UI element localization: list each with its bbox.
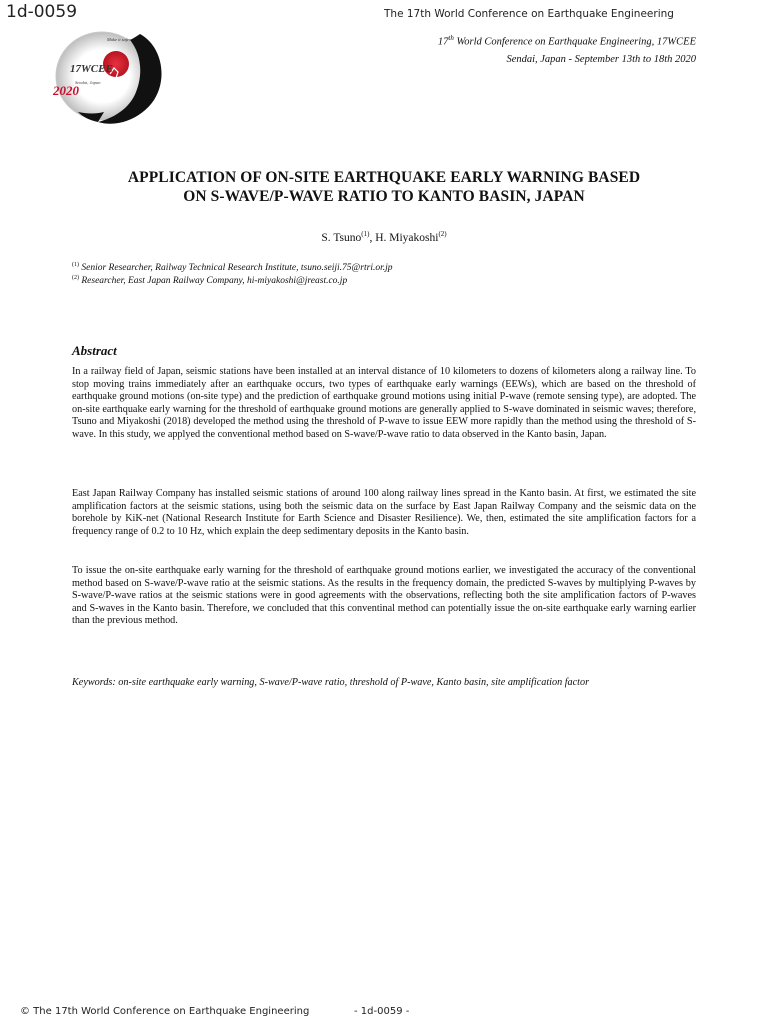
- affiliation-1-sup: (1): [72, 262, 79, 268]
- affiliation-2: [72, 275, 347, 286]
- logo-name: 17WCEE: [70, 63, 113, 75]
- authors: [0, 230, 768, 244]
- paper-id-top: 1d-0059: [6, 2, 78, 22]
- paper-title-line1: APPLICATION OF ON-SITE EARTHQUAKE EARLY WARNING BASED: [127, 169, 641, 186]
- author-1-name: S. Tsuno: [321, 231, 362, 244]
- header-line1-sup: th: [448, 34, 454, 42]
- abstract-heading: Abstract: [72, 343, 117, 358]
- paper-title-line2: ON S-WAVE/P-WAVE RATIO TO KANTO BASIN, JAPAN: [183, 188, 585, 205]
- header-location-dates: Sendai, Japan - September 13th to 18th 2020: [506, 54, 696, 65]
- header-conference: The 17th World Conference on Earthquake Engineering: [384, 8, 674, 20]
- author-1-sup: (1): [361, 230, 370, 238]
- affiliation-2-sup: (2): [72, 275, 79, 281]
- header-line1-pre: 17: [437, 36, 449, 48]
- header-line1-post: World Conference on Earthquake Engineering, 17WCEE: [453, 36, 696, 48]
- author-2-sup: (2): [438, 230, 447, 238]
- conference-logo: [44, 26, 168, 130]
- abstract-paragraph-1: In a railway field of Japan, seismic stations have been installed at an interval distance of 10 kilometers to dozens of kilometers along a railway line. To stop moving trains immediately after an earthquake occurs, two types of earthquake early warnings (EEWs), which are based on the threshold of earthquake ground motions (on-site type) and the prediction of earthquake ground motions using initial P-wave (remote sensing type), are adopted. The on-site earthquake early warning for the threshold of earthquake ground motions are generally applied to S-wave dominated in seismic waves; therefore, Tsuno and Miyakoshi (2018) developed the method using the threshold of P-wave to issue EEW more rapidly than the method using the threshold of S-wave. In this study, we applyed the conventional method based on S-wave/P-wave ratio to data observed in the Kanto basin, Japan.: [72, 366, 696, 440]
- paper-title: [60, 168, 708, 206]
- keywords: Keywords: on-site earthquake early warning, S-wave/P-wave ratio, threshold of P-wave, Kanto basin, site amplification factor: [72, 677, 590, 688]
- header-conference-full: [438, 34, 696, 48]
- abstract-paragraph-2: East Japan Railway Company has installed seismic stations of around 100 along railway lines spread in the Kanto basin. At first, we estimated the site amplification factors at the seismic stations, using both the seismic data on the surface by East Japan Railway Company and the seismic data on the borehole by KiK-net (National Research Institute for Earth Science and Disaster Resilience). We, then, estimated the site amplification factors for a frequency range of 0.2 to 10 Hz, which explain the deep sedimentary deposits in the Kanto basin.: [72, 488, 696, 537]
- logo-catfish-tail: [78, 112, 104, 122]
- logo-year: 2020: [53, 83, 79, 98]
- footer-copyright: © The 17th World Conference on Earthquake Engineering: [20, 1006, 310, 1017]
- affiliation-1-text: Senior Researcher, Railway Technical Research Institute, tsuno.seiji.75@rtri.or.jp: [79, 263, 393, 274]
- author-separator: ,: [369, 231, 376, 244]
- footer-page-id: - 1d-0059 -: [354, 1006, 410, 1017]
- logo-motto: Make it safer: [107, 37, 131, 42]
- affiliation-1: [72, 262, 393, 273]
- logo-place: Sendai, Japan: [75, 80, 101, 85]
- abstract-paragraph-3: To issue the on-site earthquake early warning for the threshold of earthquake ground motions earlier, we investigated the accuracy of the conventional method based on S-wave/P-wave ratio at the seismic stations. As the results in the frequency domain, the predicted S-waves by multiplying P-waves by S-wave/P-wave ratios at the seismic stations were in good agreements with the observations, reflecting both the site amplification factors of P-waves and S-waves in the Kanto basin. Therefore, we concluded that this conventinal method can potentially issue the on-site earthquake early warning earlier than the previous method.: [72, 565, 696, 626]
- affiliation-2-text: Researcher, East Japan Railway Company, hi-miyakoshi@jreast.co.jp: [79, 276, 348, 287]
- author-2-name: H. Miyakoshi: [375, 231, 439, 244]
